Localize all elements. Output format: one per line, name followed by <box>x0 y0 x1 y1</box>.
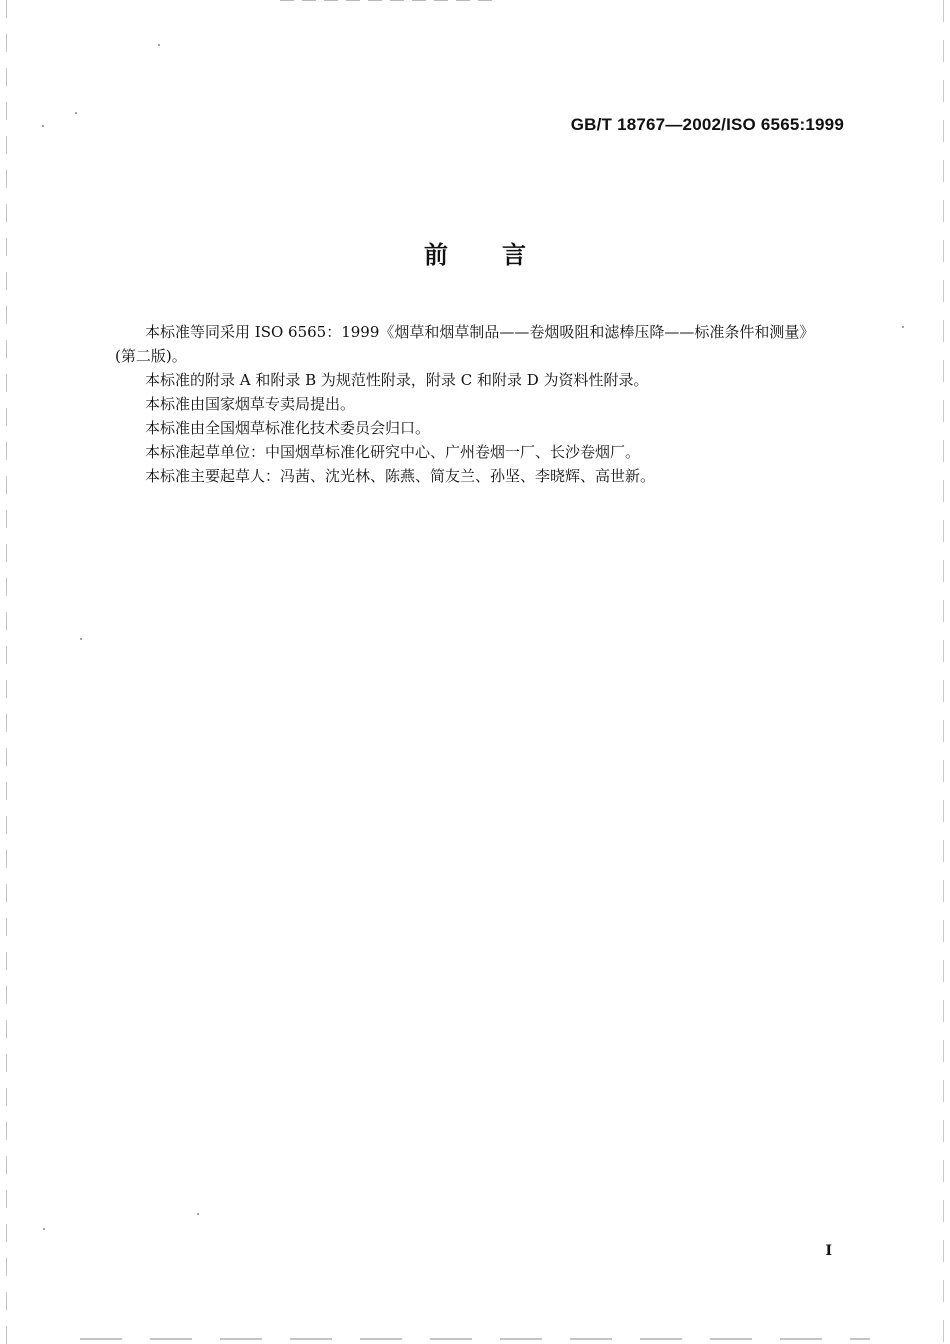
scan-speck <box>42 125 44 127</box>
foreword-body <box>115 320 865 488</box>
scan-edge-bottom <box>80 1338 870 1340</box>
foreword-paragraph: 本标准的附录 A 和附录 B 为规范性附录，附录 C 和附录 D 为资料性附录。 <box>145 371 649 389</box>
scan-speck <box>158 44 160 46</box>
page-number: I <box>825 1243 832 1259</box>
scan-speck <box>75 112 77 114</box>
scan-speck <box>80 638 82 640</box>
title-first-character: 前 <box>424 241 448 269</box>
foreword-paragraph: 本标准主要起草人：冯茜、沈光林、陈燕、简友兰、孙坚、李晓辉、高世新。 <box>145 467 656 485</box>
scan-edge-right <box>943 0 944 1344</box>
document-code: GB/T 18767—2002/ISO 6565:1999 <box>570 115 844 134</box>
title-second-character: 言 <box>502 241 526 269</box>
foreword-paragraph: 本标准由全国烟草标准化技术委员会归口。 <box>145 419 431 437</box>
foreword-paragraph: (第二版)。 <box>115 347 187 365</box>
foreword-paragraph: 本标准起草单位：中国烟草标准化研究中心、广州卷烟一厂、长沙卷烟厂。 <box>145 443 641 461</box>
foreword-paragraph: 本标准由国家烟草专卖局提出。 <box>145 395 356 413</box>
foreword-paragraph: 本标准等同采用 ISO 6565：1999《烟草和烟草制品——卷烟吸阻和滤棒压降——标准条件和测量》 <box>145 323 815 341</box>
page-title <box>0 235 950 270</box>
scan-edge-left <box>6 0 7 1344</box>
scan-speck <box>197 1213 199 1215</box>
scan-speck <box>902 326 904 328</box>
scan-speck <box>43 1228 45 1230</box>
scan-edge-top <box>280 0 500 1</box>
